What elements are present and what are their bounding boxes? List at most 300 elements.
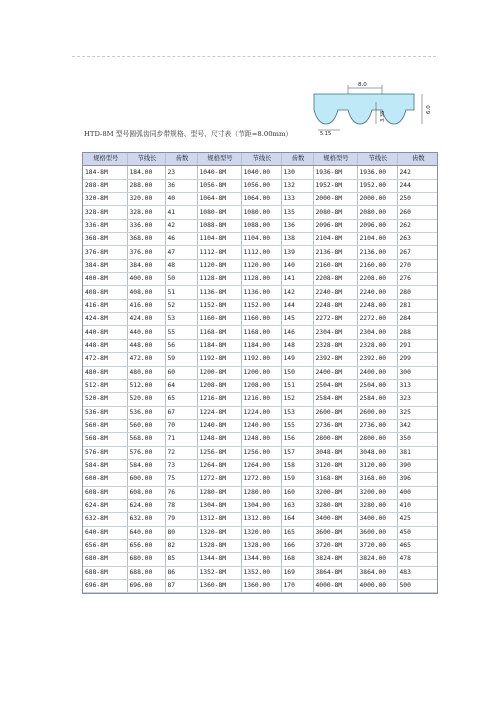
table-row xyxy=(83,339,437,352)
table-cell: 480-8M xyxy=(83,366,127,379)
table-cell: 47 xyxy=(165,246,197,259)
table-cell: 688-8M xyxy=(83,566,127,579)
table-cell: 1112.00 xyxy=(241,246,281,259)
table-cell: 2800.00 xyxy=(357,433,397,446)
table-cell: 688.00 xyxy=(127,566,165,579)
table-cell: 3864-8M xyxy=(313,566,357,579)
table-cell: 260 xyxy=(397,206,437,219)
table-cell: 1064-8M xyxy=(197,193,241,206)
table-row xyxy=(83,473,437,486)
table-cell: 1200.00 xyxy=(241,366,281,379)
table-cell: 608.00 xyxy=(127,486,165,499)
table-row xyxy=(83,273,437,286)
table-cell: 2104-8M xyxy=(313,233,357,246)
table-cell: 163 xyxy=(281,499,313,512)
table-cell: 2504-8M xyxy=(313,379,357,392)
table-cell: 1360-8M xyxy=(197,580,241,593)
table-cell: 160 xyxy=(281,486,313,499)
table-cell: 166 xyxy=(281,539,313,552)
col-header: 节线长 xyxy=(127,153,165,166)
table-cell: 3400.00 xyxy=(357,513,397,526)
table-cell: 3600.00 xyxy=(357,526,397,539)
table-cell: 3824.00 xyxy=(357,553,397,566)
table-cell: 1104-8M xyxy=(197,233,241,246)
table-cell: 133 xyxy=(281,193,313,206)
table-cell: 3200.00 xyxy=(357,486,397,499)
table-cell: 680-8M xyxy=(83,553,127,566)
table-cell: 368-8M xyxy=(83,233,127,246)
table-cell: 480.00 xyxy=(127,366,165,379)
table-cell: 368.00 xyxy=(127,233,165,246)
table-row xyxy=(83,499,437,512)
table-row xyxy=(83,259,437,272)
table-row xyxy=(83,233,437,246)
table-cell: 288.00 xyxy=(127,179,165,192)
table-cell: 1192.00 xyxy=(241,353,281,366)
table-cell: 483 xyxy=(397,566,437,579)
table-cell: 328.00 xyxy=(127,206,165,219)
table-cell: 2208.00 xyxy=(357,273,397,286)
table-cell: 560.00 xyxy=(127,419,165,432)
table-cell: 284 xyxy=(397,313,437,326)
table-row xyxy=(83,219,437,232)
table-cell: 410 xyxy=(397,499,437,512)
table-cell: 584-8M xyxy=(83,459,127,472)
table-cell: 2400-8M xyxy=(313,366,357,379)
table-cell: 291 xyxy=(397,339,437,352)
table-cell: 336.00 xyxy=(127,219,165,232)
table-cell: 320-8M xyxy=(83,193,127,206)
table-cell: 3600-8M xyxy=(313,526,357,539)
table-cell: 165 xyxy=(281,526,313,539)
table-cell: 72 xyxy=(165,446,197,459)
table-cell: 65 xyxy=(165,393,197,406)
table-cell: 313 xyxy=(397,379,437,392)
col-header: 齿数 xyxy=(281,153,313,166)
table-cell: 3720-8M xyxy=(313,539,357,552)
table-cell: 2096.00 xyxy=(357,219,397,232)
table-cell: 1080-8M xyxy=(197,206,241,219)
table-cell: 350 xyxy=(397,433,437,446)
table-cell: 1320.00 xyxy=(241,526,281,539)
table-cell: 576.00 xyxy=(127,446,165,459)
table-cell: 472.00 xyxy=(127,353,165,366)
table-cell: 144 xyxy=(281,299,313,312)
table-cell: 465 xyxy=(397,539,437,552)
table-cell: 520-8M xyxy=(83,393,127,406)
table-cell: 1128.00 xyxy=(241,273,281,286)
table-cell: 1056.00 xyxy=(241,179,281,192)
table-cell: 50 xyxy=(165,273,197,286)
table-cell: 2304-8M xyxy=(313,326,357,339)
table-header-row xyxy=(83,153,437,166)
col-header: 规格型号 xyxy=(83,153,127,166)
table-cell: 82 xyxy=(165,539,197,552)
table-cell: 244 xyxy=(397,179,437,192)
table-row xyxy=(83,486,437,499)
table-cell: 440.00 xyxy=(127,326,165,339)
table-cell: 680.00 xyxy=(127,553,165,566)
table-cell: 168 xyxy=(281,553,313,566)
table-cell: 149 xyxy=(281,353,313,366)
table-cell: 145 xyxy=(281,313,313,326)
table-cell: 1088.00 xyxy=(241,219,281,232)
table-cell: 158 xyxy=(281,459,313,472)
table-cell: 1240-8M xyxy=(197,419,241,432)
table-cell: 3048-8M xyxy=(313,446,357,459)
table-cell: 416-8M xyxy=(83,299,127,312)
table-cell: 1184.00 xyxy=(241,339,281,352)
table-cell: 1312.00 xyxy=(241,513,281,526)
table-cell: 1248-8M xyxy=(197,433,241,446)
table-cell: 400.00 xyxy=(127,273,165,286)
table-cell: 281 xyxy=(397,299,437,312)
table-cell: 78 xyxy=(165,499,197,512)
table-row xyxy=(83,566,437,579)
table-cell: 280 xyxy=(397,286,437,299)
table-cell: 384-8M xyxy=(83,259,127,272)
table-cell: 3400-8M xyxy=(313,513,357,526)
table-cell: 1264.00 xyxy=(241,459,281,472)
table-cell: 696-8M xyxy=(83,580,127,593)
table-row xyxy=(83,553,437,566)
table-cell: 323 xyxy=(397,393,437,406)
table-cell: 2272.00 xyxy=(357,313,397,326)
table-cell: 3200-8M xyxy=(313,486,357,499)
table-cell: 169 xyxy=(281,566,313,579)
table-cell: 408.00 xyxy=(127,286,165,299)
table-cell: 80 xyxy=(165,526,197,539)
table-cell: 1064.00 xyxy=(241,193,281,206)
table-cell: 1104.00 xyxy=(241,233,281,246)
table-cell: 1240.00 xyxy=(241,419,281,432)
table-cell: 536.00 xyxy=(127,406,165,419)
table-cell: 336-8M xyxy=(83,219,127,232)
table-cell: 600.00 xyxy=(127,473,165,486)
table-cell: 2392-8M xyxy=(313,353,357,366)
table-cell: 1256-8M xyxy=(197,446,241,459)
tooth-height-label: 3.38 xyxy=(380,110,386,122)
table-cell: 86 xyxy=(165,566,197,579)
table-row xyxy=(83,246,437,259)
table-cell: 1224-8M xyxy=(197,406,241,419)
table-cell: 152 xyxy=(281,393,313,406)
table-cell: 1264-8M xyxy=(197,459,241,472)
table-cell: 536-8M xyxy=(83,406,127,419)
base-dimension-label: 5.15 xyxy=(320,131,332,136)
col-header: 规格型号 xyxy=(197,153,241,166)
table-cell: 400 xyxy=(397,486,437,499)
table-cell: 1168.00 xyxy=(241,326,281,339)
table-cell: 624-8M xyxy=(83,499,127,512)
table-cell: 1936-8M xyxy=(313,166,357,179)
table-cell: 141 xyxy=(281,273,313,286)
table-cell: 472-8M xyxy=(83,353,127,366)
pitch-dimension-label: 8.0 xyxy=(358,82,367,88)
table-cell: 2080.00 xyxy=(357,206,397,219)
table-cell: 1136-8M xyxy=(197,286,241,299)
table-cell: 448.00 xyxy=(127,339,165,352)
table-cell: 608-8M xyxy=(83,486,127,499)
col-header: 齿数 xyxy=(165,153,197,166)
table-cell: 40 xyxy=(165,193,197,206)
table-cell: 1360.00 xyxy=(241,580,281,593)
table-cell: 46 xyxy=(165,233,197,246)
table-row xyxy=(83,526,437,539)
table-cell: 60 xyxy=(165,366,197,379)
table-cell: 568.00 xyxy=(127,433,165,446)
table-cell: 2000-8M xyxy=(313,193,357,206)
table-cell: 276 xyxy=(397,273,437,286)
table-cell: 48 xyxy=(165,259,197,272)
table-cell: 1128-8M xyxy=(197,273,241,286)
table-cell: 270 xyxy=(397,259,437,272)
table-cell: 153 xyxy=(281,406,313,419)
table-row xyxy=(83,393,437,406)
table-cell: 3048.00 xyxy=(357,446,397,459)
table-cell: 148 xyxy=(281,339,313,352)
col-header: 节线长 xyxy=(241,153,281,166)
table-cell: 242 xyxy=(397,166,437,179)
table-cell: 1256.00 xyxy=(241,446,281,459)
table-row xyxy=(83,433,437,446)
table-cell: 1272.00 xyxy=(241,473,281,486)
table-cell: 142 xyxy=(281,286,313,299)
table-cell: 640-8M xyxy=(83,526,127,539)
table-cell: 390 xyxy=(397,459,437,472)
table-cell: 3720.00 xyxy=(357,539,397,552)
table-cell: 2160-8M xyxy=(313,259,357,272)
table-cell: 67 xyxy=(165,406,197,419)
table-cell: 138 xyxy=(281,233,313,246)
table-cell: 3120-8M xyxy=(313,459,357,472)
table-cell: 157 xyxy=(281,446,313,459)
table-cell: 2000.00 xyxy=(357,193,397,206)
table-cell: 150 xyxy=(281,366,313,379)
table-cell: 656.00 xyxy=(127,539,165,552)
table-cell: 36 xyxy=(165,179,197,192)
table-cell: 2504.00 xyxy=(357,379,397,392)
table-cell: 4000.00 xyxy=(357,580,397,593)
table-cell: 135 xyxy=(281,206,313,219)
table-row xyxy=(83,326,437,339)
table-cell: 159 xyxy=(281,473,313,486)
table-cell: 2584.00 xyxy=(357,393,397,406)
table-cell: 2392.00 xyxy=(357,353,397,366)
table-cell: 1352-8M xyxy=(197,566,241,579)
table-cell: 263 xyxy=(397,233,437,246)
table-cell: 184-8M xyxy=(83,166,127,179)
table-cell: 1952.00 xyxy=(357,179,397,192)
table-cell: 1088-8M xyxy=(197,219,241,232)
table-row xyxy=(83,353,437,366)
table-cell: 164 xyxy=(281,513,313,526)
height-dimension-label: 6.0 xyxy=(426,105,432,114)
table-cell: 2160.00 xyxy=(357,259,397,272)
table-cell: 2584-8M xyxy=(313,393,357,406)
table-row xyxy=(83,513,437,526)
table-cell: 1136.00 xyxy=(241,286,281,299)
table-cell: 3168-8M xyxy=(313,473,357,486)
table-cell: 139 xyxy=(281,246,313,259)
table-cell: 2272-8M xyxy=(313,313,357,326)
table-cell: 584.00 xyxy=(127,459,165,472)
table-cell: 396 xyxy=(397,473,437,486)
table-cell: 328-8M xyxy=(83,206,127,219)
belt-profile-diagram xyxy=(310,80,436,136)
table-cell: 1040.00 xyxy=(241,166,281,179)
table-cell: 2328.00 xyxy=(357,339,397,352)
table-cell: 1152-8M xyxy=(197,299,241,312)
table-cell: 1304.00 xyxy=(241,499,281,512)
table-cell: 2208-8M xyxy=(313,273,357,286)
table-cell: 576-8M xyxy=(83,446,127,459)
table-cell: 1272-8M xyxy=(197,473,241,486)
table-cell: 140 xyxy=(281,259,313,272)
table-cell: 184.00 xyxy=(127,166,165,179)
table-cell: 560-8M xyxy=(83,419,127,432)
table-cell: 1200-8M xyxy=(197,366,241,379)
table-cell: 1040-8M xyxy=(197,166,241,179)
table-cell: 624.00 xyxy=(127,499,165,512)
table-cell: 4000-8M xyxy=(313,580,357,593)
table-cell: 76 xyxy=(165,486,197,499)
table-row xyxy=(83,366,437,379)
table-cell: 23 xyxy=(165,166,197,179)
table-cell: 1056-8M xyxy=(197,179,241,192)
table-cell: 64 xyxy=(165,379,197,392)
table-cell: 1280.00 xyxy=(241,486,281,499)
table-cell: 2600-8M xyxy=(313,406,357,419)
table-row xyxy=(83,286,437,299)
table-row xyxy=(83,406,437,419)
table-cell: 512-8M xyxy=(83,379,127,392)
table-cell: 600-8M xyxy=(83,473,127,486)
table-cell: 2600.00 xyxy=(357,406,397,419)
table-cell: 1328-8M xyxy=(197,539,241,552)
table-cell: 56 xyxy=(165,339,197,352)
table-cell: 2240.00 xyxy=(357,286,397,299)
col-header: 节线长 xyxy=(357,153,397,166)
table-row xyxy=(83,459,437,472)
table-cell: 632-8M xyxy=(83,513,127,526)
table-cell: 1280-8M xyxy=(197,486,241,499)
table-cell: 408-8M xyxy=(83,286,127,299)
table-cell: 416.00 xyxy=(127,299,165,312)
table-cell: 425 xyxy=(397,513,437,526)
table-cell: 300 xyxy=(397,366,437,379)
table-cell: 1936.00 xyxy=(357,166,397,179)
table-cell: 288-8M xyxy=(83,179,127,192)
table-cell: 1320-8M xyxy=(197,526,241,539)
table-cell: 2248.00 xyxy=(357,299,397,312)
col-header: 规格型号 xyxy=(313,153,357,166)
table-cell: 51 xyxy=(165,286,197,299)
table-cell: 1216.00 xyxy=(241,393,281,406)
table-cell: 1304-8M xyxy=(197,499,241,512)
table-cell: 71 xyxy=(165,433,197,446)
table-cell: 130 xyxy=(281,166,313,179)
table-row xyxy=(83,379,437,392)
table-cell: 512.00 xyxy=(127,379,165,392)
table-cell: 424.00 xyxy=(127,313,165,326)
table-cell: 320.00 xyxy=(127,193,165,206)
table-row xyxy=(83,313,437,326)
table-cell: 41 xyxy=(165,206,197,219)
table-cell: 1312-8M xyxy=(197,513,241,526)
table-cell: 288 xyxy=(397,326,437,339)
table-cell: 1184-8M xyxy=(197,339,241,352)
table-cell: 156 xyxy=(281,433,313,446)
table-cell: 376.00 xyxy=(127,246,165,259)
table-cell: 640.00 xyxy=(127,526,165,539)
table-cell: 52 xyxy=(165,299,197,312)
table-cell: 79 xyxy=(165,513,197,526)
table-cell: 2104.00 xyxy=(357,233,397,246)
table-cell: 146 xyxy=(281,326,313,339)
table-cell: 500 xyxy=(397,580,437,593)
table-cell: 75 xyxy=(165,473,197,486)
table-cell: 568-8M xyxy=(83,433,127,446)
table-cell: 376-8M xyxy=(83,246,127,259)
table-cell: 155 xyxy=(281,419,313,432)
table-cell: 3280.00 xyxy=(357,499,397,512)
table-cell: 325 xyxy=(397,406,437,419)
spec-table xyxy=(82,152,438,594)
table-cell: 478 xyxy=(397,553,437,566)
table-cell: 136 xyxy=(281,219,313,232)
table-cell: 2096-8M xyxy=(313,219,357,232)
table-cell: 2736.00 xyxy=(357,419,397,432)
table-cell: 2136.00 xyxy=(357,246,397,259)
table-cell: 3280-8M xyxy=(313,499,357,512)
table-cell: 1192-8M xyxy=(197,353,241,366)
table-cell: 1152.00 xyxy=(241,299,281,312)
table-cell: 448-8M xyxy=(83,339,127,352)
table-row xyxy=(83,539,437,552)
table-cell: 520.00 xyxy=(127,393,165,406)
table-cell: 1224.00 xyxy=(241,406,281,419)
table-cell: 1120-8M xyxy=(197,259,241,272)
table-cell: 1216-8M xyxy=(197,393,241,406)
table-cell: 1080.00 xyxy=(241,206,281,219)
col-header: 齿数 xyxy=(397,153,437,166)
table-cell: 1168-8M xyxy=(197,326,241,339)
table-cell: 2080-8M xyxy=(313,206,357,219)
table-cell: 85 xyxy=(165,553,197,566)
table-cell: 87 xyxy=(165,580,197,593)
table-cell: 2328-8M xyxy=(313,339,357,352)
table-row xyxy=(83,179,437,192)
table-cell: 59 xyxy=(165,353,197,366)
table-caption: HTD-8M 型号圆弧齿同步带规格、型号、尺寸表（节距=8.00mm） xyxy=(84,130,293,138)
table-cell: 151 xyxy=(281,379,313,392)
table-cell: 632.00 xyxy=(127,513,165,526)
table-cell: 1160-8M xyxy=(197,313,241,326)
table-cell: 440-8M xyxy=(83,326,127,339)
table-cell: 2248-8M xyxy=(313,299,357,312)
table-cell: 2136-8M xyxy=(313,246,357,259)
table-cell: 1344-8M xyxy=(197,553,241,566)
table-cell: 1952-8M xyxy=(313,179,357,192)
table-cell: 1208-8M xyxy=(197,379,241,392)
table-row xyxy=(83,193,437,206)
table-cell: 400-8M xyxy=(83,273,127,286)
table-cell: 3864.00 xyxy=(357,566,397,579)
table-cell: 2800-8M xyxy=(313,433,357,446)
table-cell: 2304.00 xyxy=(357,326,397,339)
table-row xyxy=(83,206,437,219)
